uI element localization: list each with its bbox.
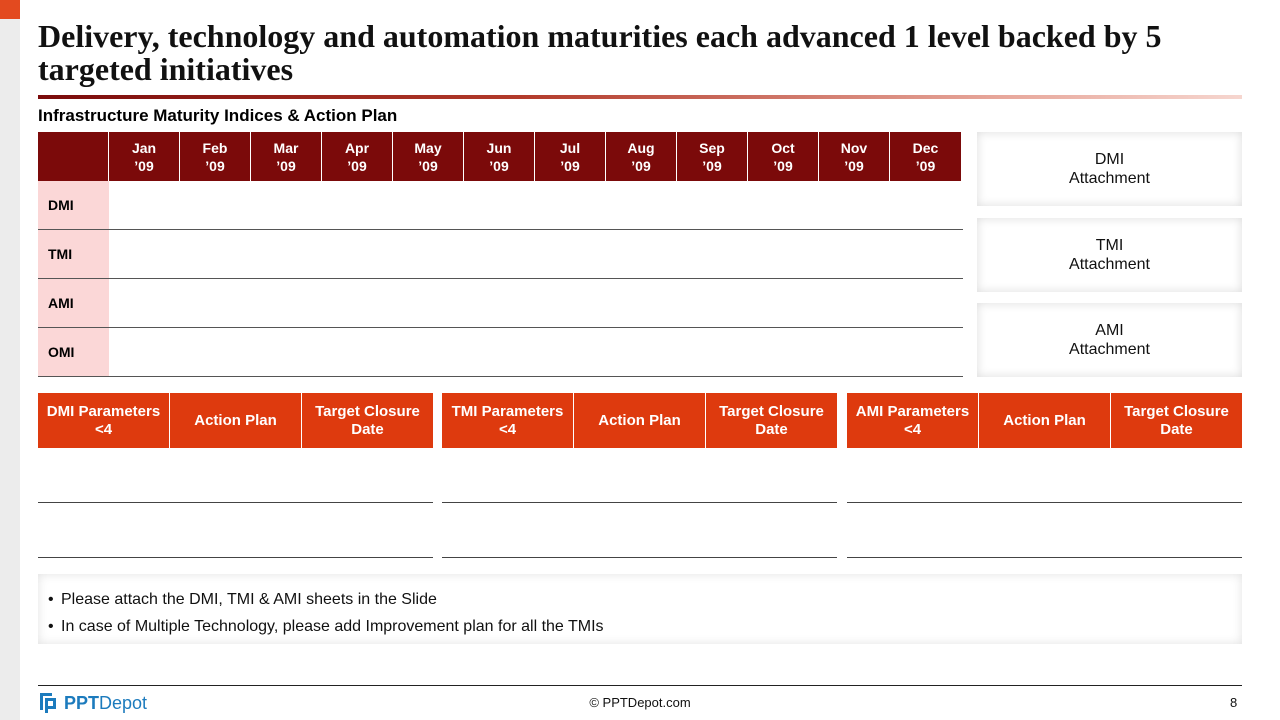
left-accent-block — [0, 0, 20, 19]
dmi-parameters-header: DMI Parameters <4 — [38, 393, 170, 448]
row-cells-ami[interactable] — [109, 279, 963, 327]
maturity-table — [38, 132, 963, 377]
month-header-nov: Nov ’09 — [819, 132, 890, 181]
tmi-action-plan-table — [442, 393, 837, 558]
table-row[interactable] — [847, 448, 1242, 503]
month-header-jan: Jan ’09 — [109, 132, 180, 181]
table-row-omi — [38, 328, 963, 377]
copyright-text: © PPTDepot.com — [589, 695, 691, 710]
tmi-action-plan-column-header: Action Plan — [574, 393, 706, 448]
ami-target-date-header: Target Closure Date — [1111, 393, 1242, 448]
list-item: • In case of Multiple Technology, please add Improvement plan for all the TMIs — [48, 613, 1242, 640]
ami-action-plan-table — [847, 393, 1242, 558]
maturity-table-header — [38, 132, 963, 181]
list-item: • Please attach the DMI, TMI & AMI sheets in the Slide — [48, 586, 1242, 613]
page-number: 8 — [1230, 695, 1238, 710]
header-corner-cell — [38, 132, 109, 181]
table-row[interactable] — [442, 448, 837, 503]
dmi-action-plan-header — [38, 393, 433, 448]
table-row-dmi — [38, 181, 963, 230]
dmi-target-date-header: Target Closure Date — [302, 393, 433, 448]
ami-action-plan-column-header: Action Plan — [979, 393, 1111, 448]
bullet-icon: • — [48, 618, 54, 635]
tmi-parameters-header: TMI Parameters <4 — [442, 393, 574, 448]
dmi-attachment-box[interactable]: DMI Attachment — [977, 132, 1242, 206]
section-subtitle: Infrastructure Maturity Indices & Action Plan — [38, 106, 398, 125]
dmi-action-plan-table — [38, 393, 433, 558]
table-row[interactable] — [442, 503, 837, 558]
table-row-ami — [38, 279, 963, 328]
month-header-dec: Dec ’09 — [890, 132, 961, 181]
slide-title: Delivery, technology and automation maturities each advanced 1 level backed by 5 targeted initiatives — [38, 18, 1162, 87]
month-header-feb: Feb ’09 — [180, 132, 251, 181]
bullet-icon: • — [48, 591, 54, 608]
month-header-mar: Mar ’09 — [251, 132, 322, 181]
tmi-action-plan-header — [442, 393, 837, 448]
ami-action-plan-header — [847, 393, 1242, 448]
row-label-ami: AMI — [38, 279, 109, 327]
notes-box — [38, 574, 1242, 644]
ami-attachment-box[interactable]: AMI Attachment — [977, 303, 1242, 377]
row-label-dmi: DMI — [38, 181, 109, 229]
month-header-apr: Apr ’09 — [322, 132, 393, 181]
table-row[interactable] — [38, 448, 433, 503]
tmi-target-date-header: Target Closure Date — [706, 393, 837, 448]
dmi-action-plan-column-header: Action Plan — [170, 393, 302, 448]
row-label-omi: OMI — [38, 328, 109, 376]
row-label-tmi: TMI — [38, 230, 109, 278]
footer-divider — [38, 685, 1242, 686]
pptdepot-logo: PPTDepot — [38, 690, 147, 716]
row-cells-tmi[interactable] — [109, 230, 963, 278]
ami-parameters-header: AMI Parameters <4 — [847, 393, 979, 448]
table-row[interactable] — [38, 503, 433, 558]
row-cells-dmi[interactable] — [109, 181, 963, 229]
table-row-tmi — [38, 230, 963, 279]
month-header-may: May ’09 — [393, 132, 464, 181]
month-header-oct: Oct ’09 — [748, 132, 819, 181]
title-underline — [38, 95, 1242, 99]
left-side-bar — [0, 0, 20, 720]
table-row[interactable] — [847, 503, 1242, 558]
row-cells-omi[interactable] — [109, 328, 963, 376]
month-header-sep: Sep ’09 — [677, 132, 748, 181]
month-header-aug: Aug ’09 — [606, 132, 677, 181]
month-header-jul: Jul ’09 — [535, 132, 606, 181]
month-header-jun: Jun ’09 — [464, 132, 535, 181]
tmi-attachment-box[interactable]: TMI Attachment — [977, 218, 1242, 292]
